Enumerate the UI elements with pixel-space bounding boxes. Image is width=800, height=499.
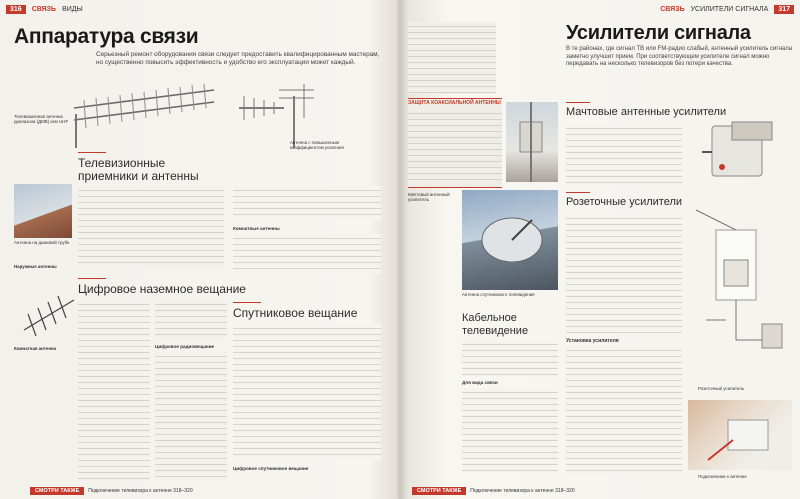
see-also-link-right[interactable]: Подключение телевизора к антенне 318–320 <box>470 487 575 494</box>
caption-room-antenna: Комнатная антенна <box>14 346 57 351</box>
subhead-digital-sat: Цифровое спутниковое вещание <box>233 466 309 471</box>
room-antenna-illustration <box>14 280 84 340</box>
page-title: Аппаратура связи <box>14 25 199 48</box>
caption-socket-amp: Розеточный усилитель <box>698 386 745 391</box>
section-divider-digital <box>78 278 106 279</box>
subhead-digital-radio: Цифровое радиовещание <box>155 344 215 349</box>
subhead-cable: Для вида связи <box>462 380 498 385</box>
heading-digital-terrestrial: Цифровое наземное вещание <box>78 282 246 296</box>
page-number: 316 <box>6 5 26 14</box>
caption-antenna-left: Телевизионная антенна диапазона (ДМВ) или UHF <box>14 114 69 125</box>
page-number-right: 317 <box>774 5 794 14</box>
lead-paragraph: Серьезный ремонт оборудования связи следует предоставить квалифицированным мастерам, но существенно повысить эффективность и удобство его эксплуатации может каждый. <box>96 51 380 66</box>
body-text-room <box>233 234 381 274</box>
caption-satellite-dish: Антенна спутникового телевидения <box>462 292 535 297</box>
caption-outdoor: Наружные антенны <box>14 264 57 269</box>
left-page <box>0 0 398 499</box>
body-text-radio <box>155 352 227 480</box>
roof-antenna-photo <box>14 184 72 238</box>
section-label-right: СВЯЗЬ <box>660 5 685 13</box>
page-title-right: Усилители сигнала <box>566 22 751 44</box>
body-text-tv-2 <box>233 186 381 220</box>
caption-mast-amplifier: Мачтовый антенный усилитель <box>408 192 450 203</box>
body-text-digital-1 <box>78 300 150 480</box>
right-footer <box>412 485 575 496</box>
caption-roof: Антенна на дымовой трубе <box>14 240 70 245</box>
see-also-label: СМОТРИ ТАКЖЕ <box>30 487 84 495</box>
body-text-digital-2 <box>155 300 227 340</box>
caption-antenna-right: Антенна с повышенным коэффициентом усиления <box>290 140 344 151</box>
installation-photo <box>688 400 792 470</box>
body-text-intro-right <box>408 22 496 94</box>
body-text-tv-1 <box>78 186 224 268</box>
body-text-satellite <box>233 324 381 460</box>
lead-paragraph-right: В те районах, где сигнал ТВ или FM-радио слабый, антенный усилитель сигнала заметно улучшит прием. При соответствующем усилителе сигнал можно передавать на несколько телевизоров без потери качества. <box>566 46 793 68</box>
box-text <box>408 109 502 183</box>
heading-mast-amplifiers: Мачтовые антенные усилители <box>566 106 727 118</box>
body-text-cable-2 <box>462 388 558 472</box>
left-footer <box>30 485 193 496</box>
left-header <box>6 2 83 16</box>
section-label: СВЯЗЬ <box>31 5 57 13</box>
subhead-room-antennas: Комнатные антенны <box>233 226 280 231</box>
heading-cable-tv: Кабельное телевидение <box>462 312 529 337</box>
mast-amplifier-photo <box>506 102 558 182</box>
divider-mast <box>566 102 590 103</box>
subsection-label: ВИДЫ <box>62 5 83 13</box>
socket-amplifier-diagram <box>686 200 794 380</box>
body-text-mast <box>566 124 682 186</box>
box-title: ЗАЩИТА КОАКСИАЛЬНОЙ АНТЕННЫ <box>408 100 501 106</box>
heading-satellite: Спутниковое вещание <box>233 306 358 320</box>
section-divider <box>78 152 106 153</box>
heading-socket-amplifiers: Розеточные усилители <box>566 196 683 208</box>
body-text-install <box>566 346 682 476</box>
see-also-label-right: СМОТРИ ТАКЖЕ <box>412 487 466 495</box>
divider-socket <box>566 192 590 193</box>
caption-cable-connect: Подключение к антенне <box>698 474 747 479</box>
body-text-socket <box>566 214 682 334</box>
section-divider-satellite <box>233 302 261 303</box>
heading-tv-receivers: Телевизионные приемники и антенны <box>78 156 199 183</box>
right-header <box>660 2 794 16</box>
body-text-cable-1 <box>462 340 558 376</box>
antenna-protection-box <box>408 98 502 188</box>
satellite-dish-photo <box>462 190 558 290</box>
subsection-label-right: УСИЛИТЕЛИ СИГНАЛА <box>690 5 769 13</box>
right-page <box>402 0 800 499</box>
subhead-install: Установка усилителя <box>566 338 619 344</box>
see-also-link[interactable]: Подключение телевизора к антенне 318–320 <box>88 487 193 494</box>
amplifier-device-photo <box>692 112 792 192</box>
